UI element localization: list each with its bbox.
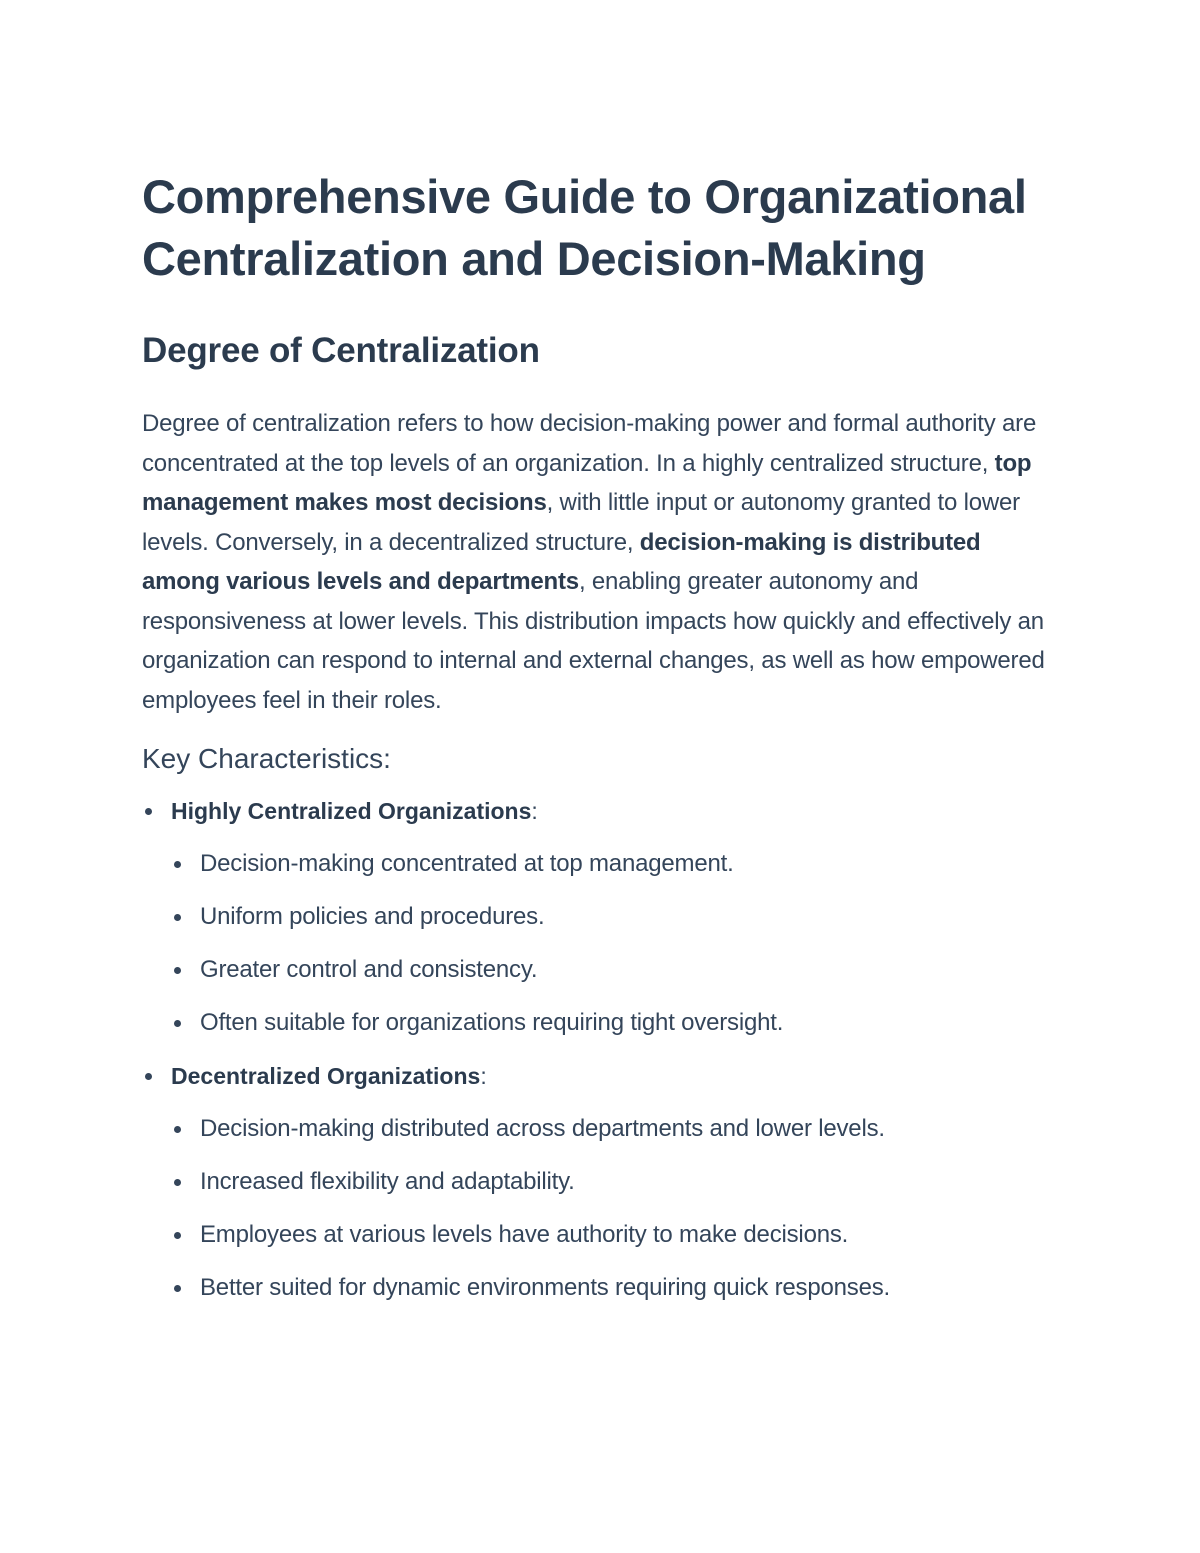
document-title: Comprehensive Guide to Organizational Centralization and Decision-Making [142, 170, 1027, 285]
list-item-decentralized [142, 1060, 1062, 1304]
list-item: Increased flexibility and adaptability. [171, 1166, 1062, 1198]
list-item: Decision-making concentrated at top management. [171, 848, 1062, 880]
centralized-sublist [171, 848, 1062, 1039]
paragraph-bold-1: top management makes most decisions [142, 449, 1032, 516]
list-item: Better suited for dynamic environments requiring quick responses. [171, 1272, 1062, 1304]
group-title-suffix: : [480, 1063, 487, 1089]
key-characteristics-heading: Key Characteristics: [142, 743, 391, 774]
section-paragraph [142, 404, 1062, 720]
group-title-decentralized: Decentralized Organizations [171, 1063, 481, 1089]
list-item: Uniform policies and procedures. [171, 901, 1062, 933]
group-title-centralized: Highly Centralized Organizations [171, 798, 532, 824]
document-page [142, 166, 1062, 1304]
list-item: Greater control and consistency. [171, 954, 1062, 986]
list-item-centralized [142, 795, 1062, 1039]
list-item: Employees at various levels have authority to make decisions. [171, 1219, 1062, 1251]
section-heading: Degree of Centralization [142, 331, 540, 370]
paragraph-text-1: Degree of centralization refers to how decision-making power and formal authority are concentrated at the top levels of an organization. In a highly centralized structure, [142, 410, 1037, 477]
paragraph-bold-2: decision-making is distributed among various levels and departments [142, 528, 981, 595]
list-item: Often suitable for organizations requiring tight oversight. [171, 1007, 1062, 1039]
decentralized-sublist [171, 1113, 1062, 1304]
paragraph-text-3: , enabling greater autonomy and responsiveness at lower levels. This distribution impacts how quickly and effectively an organization can respond to internal and external changes, as well as how empowered employees feel in their roles. [142, 568, 1045, 714]
group-title-suffix: : [531, 798, 538, 824]
paragraph-text-2: , with little input or autonomy granted to lower levels. Conversely, in a decentralized structure, [142, 489, 1020, 556]
list-item: Decision-making distributed across departments and lower levels. [171, 1113, 1062, 1145]
characteristics-list [142, 795, 1062, 1304]
